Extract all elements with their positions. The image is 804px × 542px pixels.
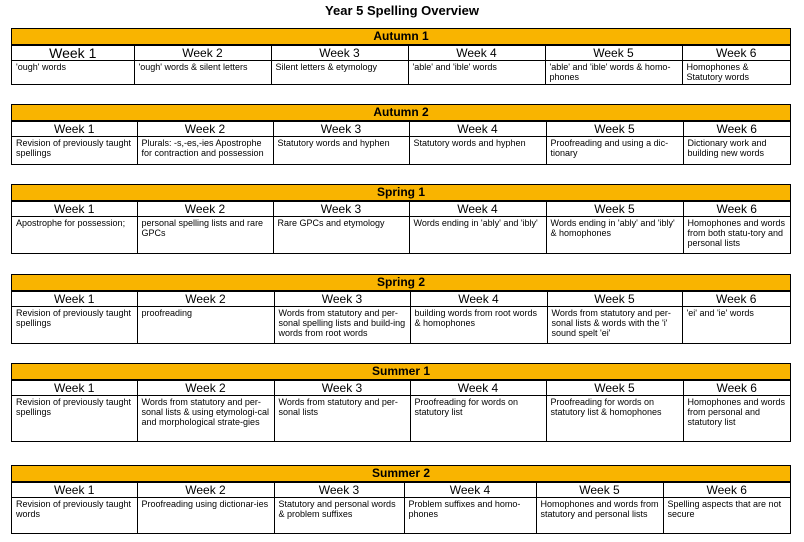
week-header: Week 6 — [683, 122, 790, 137]
week-header: Week 3 — [273, 202, 409, 217]
week-content: building words from root words & homophones — [410, 307, 547, 344]
week-header: Week 4 — [410, 381, 546, 396]
page-title: Year 5 Spelling Overview — [325, 3, 479, 18]
week-header: Week 4 — [404, 483, 536, 498]
week-content: Plurals: -s,-es,-ies Apostrophe for contraction and possession — [137, 137, 273, 165]
week-content: Problem suffixes and homo-phones — [404, 498, 536, 534]
week-header: Week 5 — [546, 381, 683, 396]
term-autumn-1 — [11, 28, 791, 85]
week-content: Revision of previously taught spellings — [12, 396, 137, 442]
week-content: 'able' and 'ible' words — [408, 61, 545, 85]
week-header: Week 6 — [682, 292, 790, 307]
term-summer-2 — [11, 465, 791, 534]
week-header: Week 3 — [273, 122, 409, 137]
week-header: Week 2 — [134, 46, 271, 61]
week-content: Statutory words and hyphen — [273, 137, 409, 165]
week-content: Apostrophe for possession; — [12, 217, 137, 254]
term-spring-1 — [11, 184, 791, 254]
week-header: Week 4 — [410, 292, 547, 307]
term-heading: Spring 1 — [12, 185, 790, 201]
week-content: Homophones and words from personal and statutory list — [683, 396, 790, 442]
week-header: Week 6 — [683, 381, 790, 396]
week-header: Week 1 — [12, 202, 137, 217]
week-header: Week 4 — [409, 122, 546, 137]
term-summer-1 — [11, 363, 791, 442]
week-header: Week 3 — [271, 46, 408, 61]
week-content: Homophones and words from both statu-tory and personal lists — [683, 217, 790, 254]
week-content: Rare GPCs and etymology — [273, 217, 409, 254]
week-content: Statutory and personal words & problem suffixes — [274, 498, 404, 534]
week-header: Week 6 — [683, 202, 790, 217]
term-autumn-2 — [11, 104, 791, 165]
week-content: Words ending in 'ably' and 'ibly' & homophones — [546, 217, 683, 254]
week-header: Week 1 — [12, 292, 137, 307]
week-header: Week 6 — [663, 483, 790, 498]
week-header: Week 3 — [274, 381, 410, 396]
week-header: Week 1 — [12, 46, 134, 61]
week-content: Revision of previously taught words — [12, 498, 137, 534]
week-content: Words from statutory and per-sonal lists & words with the 'i' sound spelt 'ei' — [547, 307, 682, 344]
week-content: Revision of previously taught spellings — [12, 307, 137, 344]
week-header: Week 1 — [12, 381, 137, 396]
week-content: Proofreading for words on statutory list — [410, 396, 546, 442]
week-table — [12, 201, 790, 254]
week-table — [12, 121, 790, 165]
week-table — [12, 291, 790, 344]
week-content: Spelling aspects that are not secure — [663, 498, 790, 534]
week-table — [12, 45, 790, 85]
week-header: Week 2 — [137, 292, 274, 307]
week-header: Week 2 — [137, 381, 274, 396]
week-content: Words ending in 'ably' and 'ibly' — [409, 217, 546, 254]
term-heading: Summer 1 — [12, 364, 790, 380]
week-header: Week 4 — [409, 202, 546, 217]
week-table — [12, 482, 790, 534]
week-content: Words from statutory and per-sonal spelling lists and build-ing words from root words — [274, 307, 410, 344]
term-heading: Spring 2 — [12, 275, 790, 291]
term-heading: Autumn 2 — [12, 105, 790, 121]
week-content: Statutory words and hyphen — [409, 137, 546, 165]
week-header: Week 4 — [408, 46, 545, 61]
week-content: Proofreading for words on statutory list & homophones — [546, 396, 683, 442]
week-header: Week 1 — [12, 483, 137, 498]
week-header: Week 1 — [12, 122, 137, 137]
week-content: 'ei' and 'ie' words — [682, 307, 790, 344]
week-header: Week 3 — [274, 292, 410, 307]
week-content: Words from statutory and per-sonal lists & using etymologi-cal and morphological strate-gies — [137, 396, 274, 442]
week-header: Week 5 — [536, 483, 663, 498]
week-content: Homophones & Statutory words — [682, 61, 790, 85]
week-header: Week 2 — [137, 122, 273, 137]
week-content: Silent letters & etymology — [271, 61, 408, 85]
week-content: 'able' and 'ible' words & homo-phones — [545, 61, 682, 85]
term-heading: Summer 2 — [12, 466, 790, 482]
term-heading: Autumn 1 — [12, 29, 790, 45]
week-content: 'ough' words — [12, 61, 134, 85]
week-table — [12, 380, 790, 442]
week-header: Week 5 — [546, 202, 683, 217]
week-header: Week 5 — [547, 292, 682, 307]
week-content: 'ough' words & silent letters — [134, 61, 271, 85]
week-content: Proofreading using dictionar-ies — [137, 498, 274, 534]
week-content: Homophones and words from statutory and personal lists — [536, 498, 663, 534]
week-header: Week 5 — [546, 122, 683, 137]
week-content: Dictionary work and building new words — [683, 137, 790, 165]
week-content: proofreading — [137, 307, 274, 344]
week-content: Revision of previously taught spellings — [12, 137, 137, 165]
week-header: Week 2 — [137, 483, 274, 498]
week-content: Proofreading and using a dic-tionary — [546, 137, 683, 165]
week-header: Week 3 — [274, 483, 404, 498]
week-header: Week 5 — [545, 46, 682, 61]
week-header: Week 2 — [137, 202, 273, 217]
week-header: Week 6 — [682, 46, 790, 61]
week-content: Words from statutory and per-sonal lists — [274, 396, 410, 442]
term-spring-2 — [11, 274, 791, 344]
week-content: personal spelling lists and rare GPCs — [137, 217, 273, 254]
